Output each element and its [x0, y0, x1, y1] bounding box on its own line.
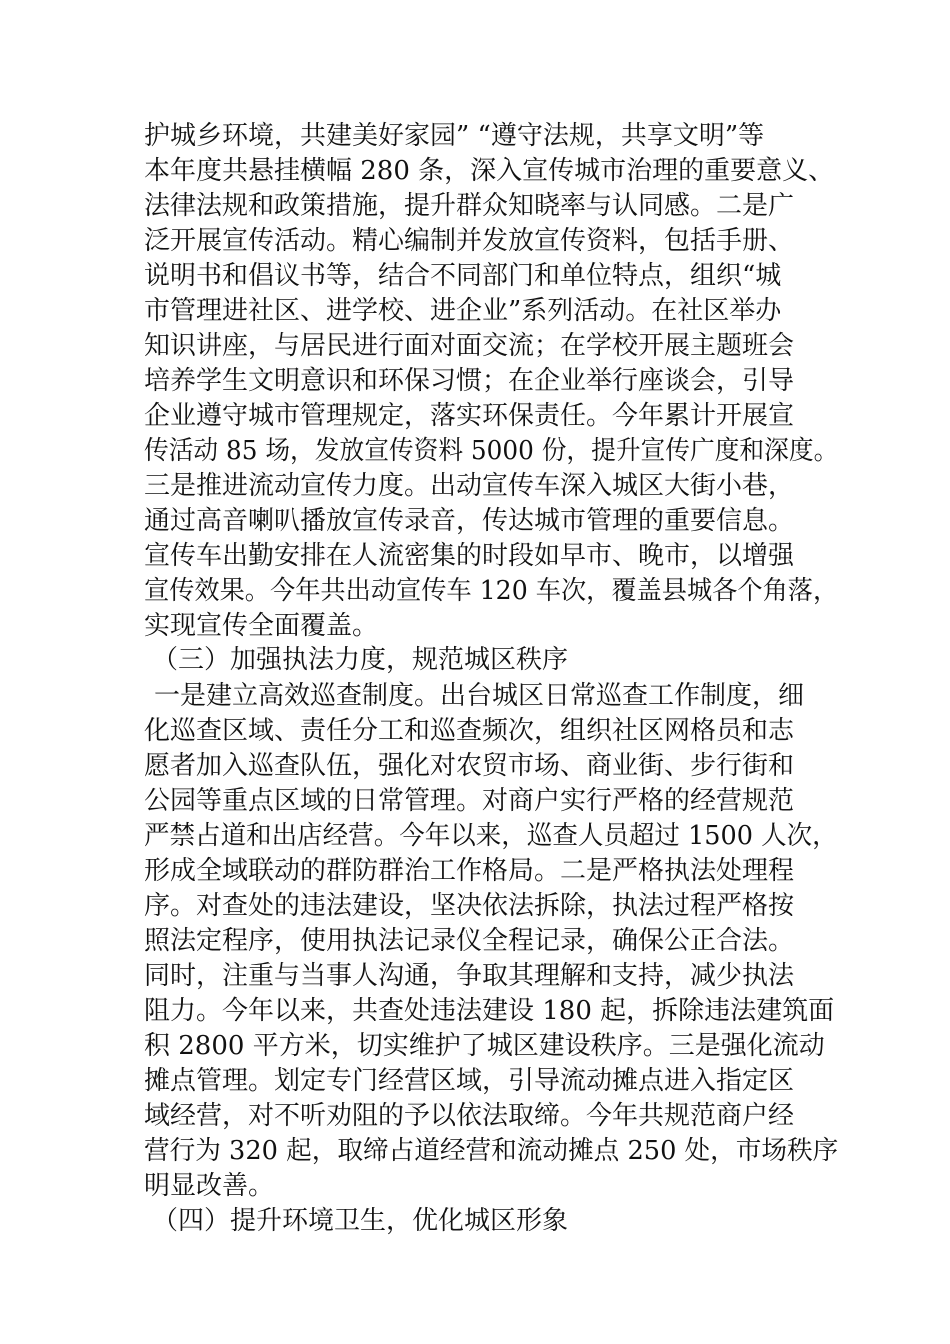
- section-heading: （四）提升环境卫生，优化城区形象: [152, 1206, 569, 1236]
- text-line: 域经营，对不听劝阻的予以依法取缔。今年共规范商户经: [144, 1101, 795, 1131]
- text-line: 照法定程序，使用执法记录仪全程记录，确保公正合法。: [144, 926, 795, 956]
- text-line: 市管理进社区、进学校、进企业”系列活动。在社区举办: [144, 296, 782, 326]
- text-line: 宣传车出勤安排在人流密集的时段如早市、晚市，以增强: [144, 541, 795, 571]
- text-line: 本年度共悬挂横幅 280 条，深入宣传城市治理的重要意义、: [144, 156, 835, 186]
- text-line: 摊点管理。划定专门经营区域，引导流动摊点进入指定区: [144, 1066, 795, 1096]
- text-line: 知识讲座，与居民进行面对面交流；在学校开展主题班会: [144, 331, 795, 361]
- text-line: 三是推进流动宣传力度。出动宣传车深入城区大街小巷，: [144, 471, 795, 501]
- section-heading: （三）加强执法力度，规范城区秩序: [152, 645, 569, 675]
- text-line: 阻力。今年以来，共查处违法建设 180 起，拆除违法建筑面: [144, 996, 835, 1026]
- text-line: 泛开展宣传活动。精心编制并发放宣传资料，包括手册、: [144, 226, 795, 256]
- text-line: 传活动 85 场，发放宣传资料 5000 份，提升宣传广度和深度。: [144, 436, 839, 466]
- text-line: 法律法规和政策措施，提升群众知晓率与认同感。二是广: [144, 191, 795, 221]
- text-line: 同时，注重与当事人沟通，争取其理解和支持，减少执法: [144, 961, 795, 991]
- text-line: 说明书和倡议书等，结合不同部门和单位特点，组织“城: [144, 261, 782, 291]
- text-line: 营行为 320 起，取缔占道经营和流动摊点 250 处，市场秩序: [144, 1136, 839, 1166]
- text-line: 一是建立高效巡查制度。出台城区日常巡查工作制度，细: [154, 681, 805, 711]
- text-line: 序。对查处的违法建设，坚决依法拆除，执法过程严格按: [144, 891, 795, 921]
- text-line: 实现宣传全面覆盖。: [144, 611, 379, 641]
- text-line: 培养学生文明意识和环保习惯；在企业举行座谈会，引导: [144, 366, 795, 396]
- text-line: 宣传效果。今年共出动宣传车 120 车次，覆盖县城各个角落，: [144, 576, 839, 606]
- text-line: 明显改善。: [144, 1171, 275, 1201]
- text-line: 公园等重点区域的日常管理。对商户实行严格的经营规范: [144, 786, 795, 816]
- text-line: 积 2800 平方米，切实维护了城区建设秩序。三是强化流动: [144, 1031, 825, 1061]
- text-line: 形成全域联动的群防群治工作格局。二是严格执法处理程: [144, 856, 795, 886]
- text-line: 愿者加入巡查队伍，强化对农贸市场、商业街、步行街和: [144, 751, 795, 781]
- text-line: 严禁占道和出店经营。今年以来，巡查人员超过 1500 人次，: [144, 821, 838, 851]
- text-line: 企业遵守城市管理规定，落实环保责任。今年累计开展宣: [144, 401, 795, 431]
- text-line: 化巡查区域、责任分工和巡查频次，组织社区网格员和志: [144, 716, 795, 746]
- text-line: 通过高音喇叭播放宣传录音，传达城市管理的重要信息。: [144, 506, 795, 536]
- text-line: 护城乡环境，共建美好家园” “遵守法规，共享文明”等: [144, 121, 765, 151]
